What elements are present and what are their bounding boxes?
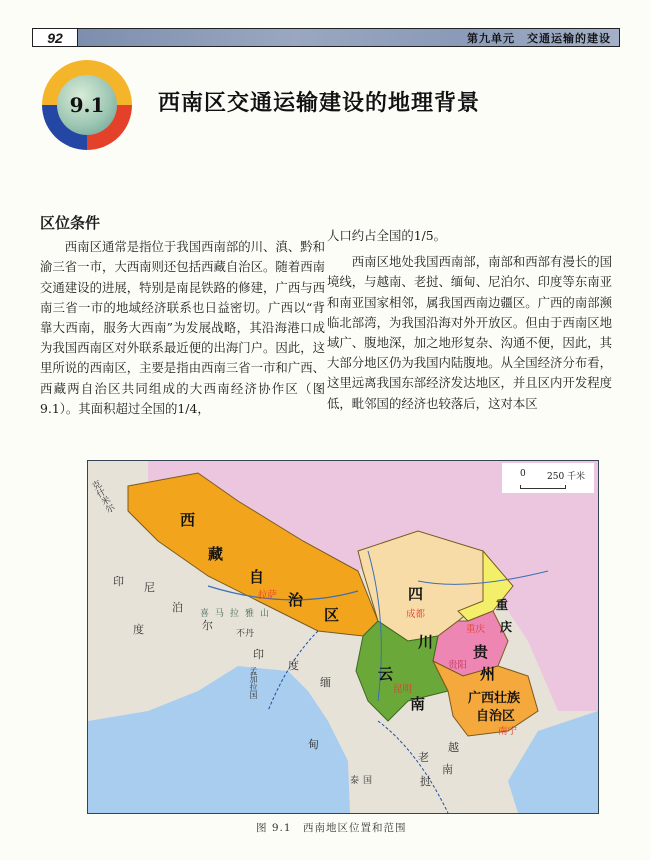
label-nepal-2: 泊: [172, 601, 183, 614]
label-nepal-1: 尼: [144, 581, 155, 594]
label-himalaya: 喜马拉雅山: [200, 609, 276, 619]
label-bangladesh: [248, 667, 259, 699]
scale-zero: 0: [520, 469, 526, 479]
map-shapes: [88, 461, 598, 813]
label-india-2: 度: [133, 623, 144, 636]
label-myanmar-2: 甸: [308, 738, 319, 751]
unit-title: 第九单元 交通运输的建设: [467, 31, 611, 45]
label-guangxi-1: 广西壮族: [468, 691, 521, 706]
label-kashmir: 克什米尔: [88, 479, 116, 516]
label-india-east-2: 度: [288, 659, 299, 672]
label-laos-1: 老: [418, 751, 429, 764]
bangladesh-1: 孟: [249, 667, 258, 675]
city-kunming: 昆明: [393, 684, 413, 695]
label-chongqing-1: 重: [496, 598, 509, 612]
subheading: 区位条件: [40, 214, 101, 232]
city-nanning: 南宁: [498, 726, 518, 737]
label-tibet-2: 藏: [208, 545, 224, 563]
header-strip: [78, 29, 619, 46]
bangladesh-4: 国: [249, 691, 258, 699]
figure-map: [87, 460, 599, 814]
label-vietnam-2: 南: [442, 763, 453, 776]
label-sichuan-1: 四: [408, 585, 424, 603]
label-laos-2: 挝: [420, 775, 431, 788]
paragraph-right: 西南区地处我国西南部，南部和西部有漫长的国境线，与越南、老挝、缅甸、尼泊尔、印度等东南亚和南亚国家相邻，属我国西南边疆区。广西的南部濒临北部湾，为我国沿海对外开放区。但由于西南区地域广、腹地深，加之地形复杂、沟通不便，因此，其大部分地区仍为我国内陆腹地。从全国经济分布看，这里远离我国东部经济发达地区，并且区内开发程度低，毗邻国的经济也较落后，这对本区: [327, 254, 612, 411]
left-column: [40, 213, 325, 419]
label-thailand: 泰国: [350, 776, 377, 786]
label-guizhou-2: 州: [480, 665, 496, 683]
scale-distance: 250 千米: [547, 472, 586, 482]
label-chongqing-2: 庆: [500, 620, 513, 634]
label-sichuan-2: 川: [418, 633, 434, 651]
label-nepal-3: 尔: [202, 619, 213, 632]
label-yunnan-1: 云: [378, 665, 394, 683]
label-myanmar-1: 缅: [320, 676, 331, 689]
label-tibet-3: 自: [249, 568, 265, 586]
city-chengdu: 成都: [406, 609, 426, 620]
paragraph-left: 西南区通常是指位于我国西南部的川、滇、黔和渝三省一市，大西南则还包括西藏自治区。随着西南交通建设的进展，特别是南昆铁路的修建，广西与西南三省一市的地域经济联系也日益密切。广西以“背靠大西南，服务大西南”为发展战略，其沿海港口成为我国西南区对外联系最近便的出海门户。因此，这里所说的西南区，主要是指由西南三省一市和广西、西藏两自治区共同组成的大西南经济协作区（图9.1）。其面积超过全国的1/4，: [40, 239, 325, 416]
figure-caption: 图 9.1 西南地区位置和范围: [256, 822, 407, 834]
label-guangxi-2: 自治区: [476, 709, 516, 724]
section-title: 西南区交通运输建设的地理背景: [158, 90, 481, 116]
bangladesh-3: 拉: [249, 683, 258, 691]
label-tibet-1: 西: [180, 511, 196, 529]
page-header: [32, 28, 620, 47]
bangladesh-2: 加: [249, 675, 258, 683]
paragraph-continuation: 人口约占全国的1/5。: [327, 228, 447, 243]
map-scale: [502, 463, 594, 493]
city-lhasa: 拉萨: [258, 590, 278, 601]
section-badge-icon: [42, 60, 132, 150]
label-india-east-1: 印: [253, 648, 264, 661]
label-yunnan-2: 南: [410, 695, 426, 713]
label-guizhou-1: 贵: [473, 643, 489, 661]
label-tibet-4: 治: [288, 591, 304, 609]
city-guiyang: 贵阳: [448, 660, 468, 671]
label-india-1: 印: [113, 575, 124, 588]
section-number: 9.1: [57, 75, 117, 135]
label-bhutan: 不丹: [236, 629, 255, 639]
label-tibet-5: 区: [324, 606, 340, 624]
right-column: [327, 226, 612, 414]
page-number: 92: [33, 29, 78, 46]
city-chongqing: 重庆: [466, 624, 486, 635]
label-vietnam-1: 越: [448, 741, 459, 754]
